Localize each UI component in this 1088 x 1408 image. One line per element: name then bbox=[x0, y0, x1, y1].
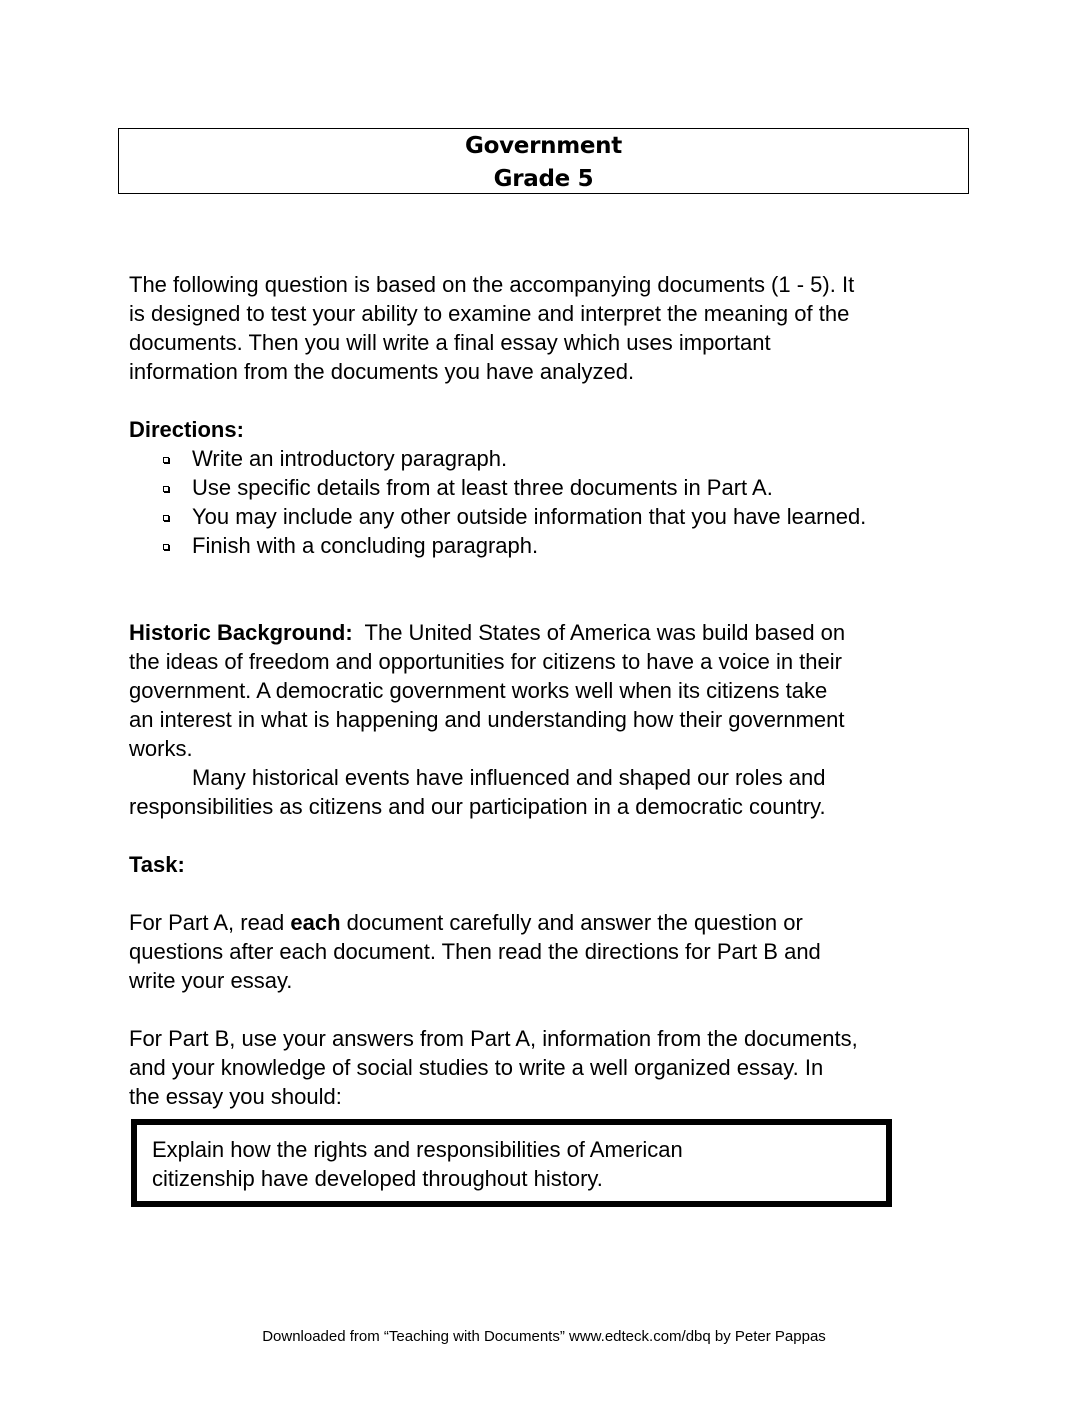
essay-task-box bbox=[131, 1119, 892, 1207]
directions-item bbox=[129, 502, 989, 531]
directions-item-text: You may include any other outside information that you have learned. bbox=[192, 504, 867, 529]
intro-line: is designed to test your ability to examine and interpret the meaning of the bbox=[129, 301, 850, 326]
intro-line: documents. Then you will write a final essay which uses important bbox=[129, 330, 771, 355]
part-a-text: document carefully and answer the question or bbox=[340, 910, 803, 935]
page-footer bbox=[0, 1327, 1088, 1347]
footer-text: Downloaded from “Teaching with Documents” www.edteck.com/dbq by Peter Pappas bbox=[262, 1328, 826, 1345]
part-b-line: For Part B, use your answers from Part A, information from the documents, bbox=[129, 1026, 858, 1051]
background-line: Many historical events have influenced and shaped our roles and bbox=[192, 765, 826, 790]
checkbox-bullet-icon bbox=[163, 457, 169, 463]
part-a-line bbox=[129, 908, 989, 937]
part-b-line: the essay you should: bbox=[129, 1084, 342, 1109]
intro-line: The following question is based on the accompanying documents (1 - 5). It bbox=[129, 272, 855, 297]
directions-item-text: Finish with a concluding paragraph. bbox=[192, 533, 539, 558]
checkbox-bullet-icon bbox=[163, 486, 169, 492]
background-line: the ideas of freedom and opportunities for citizens to have a voice in their bbox=[129, 649, 842, 674]
directions-item-text: Use specific details from at least three documents in Part A. bbox=[192, 475, 773, 500]
part-a-paragraph bbox=[129, 908, 989, 995]
spacer bbox=[129, 560, 989, 618]
background-line: works. bbox=[129, 736, 193, 761]
intro-line: information from the documents you have analyzed. bbox=[129, 359, 635, 384]
part-a-line: questions after each document. Then read the directions for Part B and bbox=[129, 939, 821, 964]
background-paragraph bbox=[129, 618, 989, 821]
part-b-line: and your knowledge of social studies to write a well organized essay. In bbox=[129, 1055, 824, 1080]
background-line: government. A democratic government works well when its citizens take bbox=[129, 678, 828, 703]
document-body bbox=[129, 270, 989, 1111]
background-line bbox=[129, 618, 989, 647]
task-heading: Task: bbox=[129, 852, 185, 877]
background-line: an interest in what is happening and understanding how their government bbox=[129, 707, 845, 732]
checkbox-bullet-icon bbox=[163, 515, 169, 521]
directions-item-text: Write an introductory paragraph. bbox=[192, 446, 508, 471]
intro-paragraph bbox=[129, 270, 989, 386]
background-line: responsibilities as citizens and our participation in a democratic country. bbox=[129, 794, 826, 819]
directions-list bbox=[129, 444, 989, 560]
background-text: The United States of America was build based on bbox=[352, 620, 846, 645]
part-a-text: For Part A, read bbox=[129, 910, 291, 935]
directions-item bbox=[129, 444, 989, 473]
checkbox-bullet-icon bbox=[163, 544, 169, 550]
page-title: Government bbox=[465, 133, 622, 159]
page-subtitle: Grade 5 bbox=[493, 166, 594, 192]
part-b-paragraph bbox=[129, 1024, 989, 1111]
essay-task-line: Explain how the rights and responsibilities of American bbox=[152, 1137, 683, 1162]
spacer bbox=[129, 995, 989, 1024]
directions-item bbox=[129, 473, 989, 502]
spacer bbox=[129, 821, 989, 850]
directions-heading: Directions: bbox=[129, 417, 244, 442]
part-a-line: write your essay. bbox=[129, 968, 293, 993]
part-a-emphasis: each bbox=[290, 910, 341, 935]
spacer bbox=[129, 879, 989, 908]
directions-item bbox=[129, 531, 989, 560]
background-heading: Historic Background: bbox=[129, 620, 353, 645]
title-box bbox=[118, 128, 969, 194]
essay-task-line: citizenship have developed throughout history. bbox=[152, 1166, 603, 1191]
